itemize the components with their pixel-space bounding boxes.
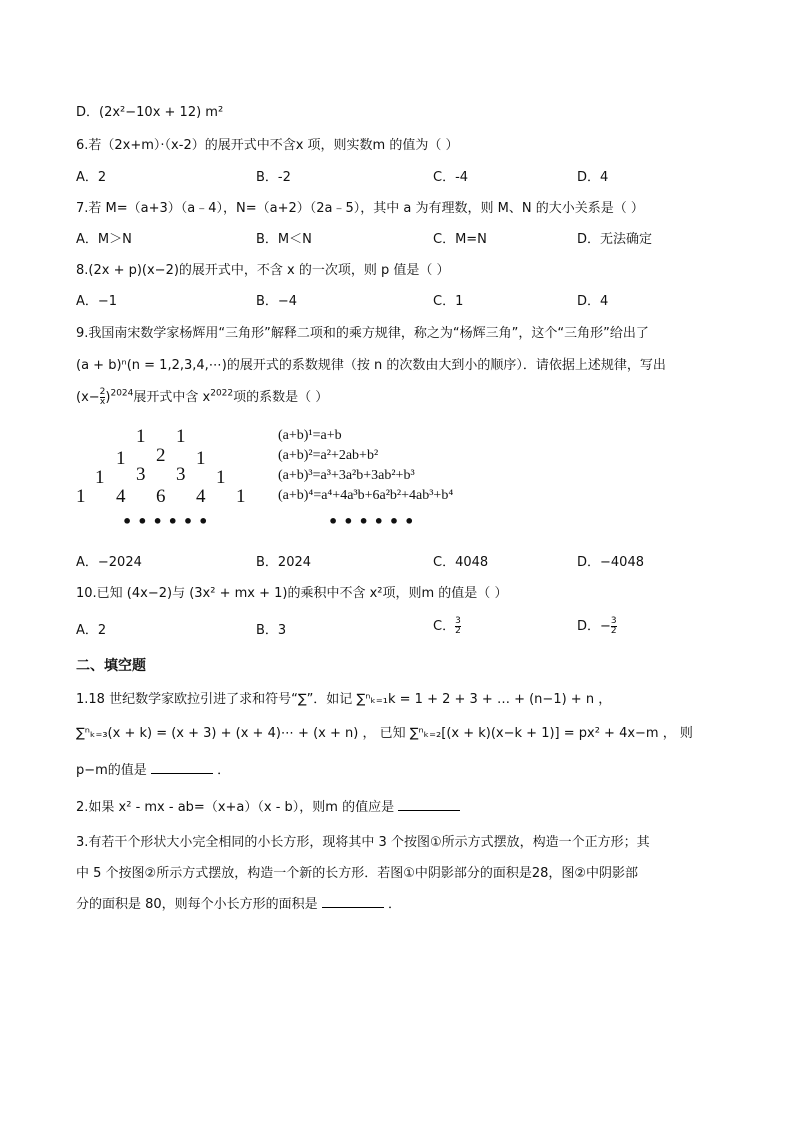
triangle-number: 1 (216, 467, 226, 488)
q7-option-c: C．M=N (433, 232, 487, 247)
triangle-number: 4 (196, 486, 206, 507)
triangle-number: 1 (116, 448, 126, 469)
q9-line-2: (a + b)ⁿ(n = 1,2,3,4,⋯)的展开式的系数规律（按 n 的次数由大到小的顺序）．请依据上述规律，写出 (76, 358, 666, 373)
q9-term-exponent: 2022 (210, 388, 234, 399)
q9-line3-text: 展开式中含 x (133, 390, 211, 405)
triangle-number: 3 (176, 464, 186, 485)
q10-option-b: B．3 (256, 623, 287, 638)
q9-expr-open: (x− (76, 390, 100, 405)
f1-line-3: p−m的值是 ． (76, 763, 231, 778)
fraction: $\frac{3}{2}$ (455, 616, 461, 636)
q5-option-d: D．(2x²−10x + 12) m² (76, 105, 224, 120)
f3-line-3: 分的面积是 80，则每个小长方形的面积是 ． (76, 897, 401, 912)
q9-option-d: D．−4048 (577, 555, 644, 570)
triangle-number: 6 (156, 486, 166, 507)
q10-option-a: A．2 (76, 623, 107, 638)
triangle-number: 4 (116, 486, 126, 507)
triangle-dots: •••••• (122, 512, 214, 531)
q9-line3-end: 项的系数是（ ） (233, 390, 329, 405)
q8-option-b: B．−4 (256, 294, 298, 309)
q6-option-c: C．-4 (433, 170, 469, 185)
answer-blank[interactable] (398, 798, 460, 811)
q8-option-d: D．4 (577, 294, 609, 309)
q7-stem: 7.若 M=（a+3）（a﹣4），N=（a+2）（2a﹣5），其中 a 为有理数，则 M、N 的大小关系是（ ） (76, 201, 644, 216)
f1-line-2: ∑ⁿₖ₌₃(x + k) = (x + 3) + (x + 4)⋯ + (x + n) ， 已知 ∑ⁿₖ₌₂[(x + k)(x−k + 1)] = px² + 4x−m ， 则 (76, 726, 693, 741)
triangle-number: 1 (95, 467, 105, 488)
q8-option-c: C．1 (433, 294, 464, 309)
equation-dots: •••••• (328, 512, 420, 531)
expansion-equation: (a+b)³=a³+3a²b+3ab²+b³ (278, 468, 415, 483)
expansion-equation: (a+b)⁴=a⁴+4a³b+6a²b²+4ab³+b⁴ (278, 488, 454, 503)
q7-option-d: D．无法确定 (577, 232, 653, 247)
triangle-number: 1 (176, 426, 186, 447)
q6-option-d: D．4 (577, 170, 609, 185)
q9-exponent: 2024 (110, 388, 134, 399)
q10-option-d: D．− $\frac{3}{2}$ (577, 616, 617, 636)
q9-option-c: C．4048 (433, 555, 489, 570)
q10-option-c: C． $\frac{3}{2}$ (433, 616, 461, 636)
q10-stem: 10.已知 (4x−2)与 (3x² + mx + 1)的乘积中不含 x²项，则m 的值是（ ） (76, 586, 508, 601)
triangle-number: 1 (236, 486, 246, 507)
q9-line-3 (76, 386, 328, 407)
q9-option-a: A．−2024 (76, 555, 142, 570)
triangle-number: 3 (136, 464, 146, 485)
q9-option-b: B．2024 (256, 555, 312, 570)
section-title: 二、填空题 (76, 658, 146, 674)
f1-line-1: 1.18 世纪数学家欧拉引进了求和符号“∑”．如记 ∑ⁿₖ₌₁k = 1 + 2 + 3 + … + (n−1) + n ， (76, 692, 612, 707)
f2-line: 2.如果 x² - mx - ab=（x+a）（x - b），则m 的值应是 (76, 796, 460, 815)
q6-stem: 6.若（2x+m）·（x-2）的展开式中不含x 项，则实数m 的值为（ ） (76, 138, 459, 153)
answer-blank[interactable] (151, 761, 213, 774)
triangle-number: 1 (76, 486, 86, 507)
f3-line-2: 中 5 个按图②所示方式摆放，构造一个新的长方形．若图①中阴影部分的面积是28，图②中阴影部 (76, 866, 639, 881)
expansion-equation: (a+b)¹=a+b (278, 428, 342, 443)
q7-option-a: A．M＞N (76, 232, 132, 247)
q6-option-b: B．-2 (256, 170, 291, 185)
triangle-number: 1 (136, 426, 146, 447)
triangle-number: 1 (196, 448, 206, 469)
answer-blank[interactable] (322, 895, 384, 908)
q8-stem: 8.(2x + p)(x−2)的展开式中，不含 x 的一次项，则 p 值是（ ） (76, 263, 450, 278)
q7-option-b: B．M＜N (256, 232, 312, 247)
q9-line-1: 9.我国南宋数学家杨辉用“三角形”解释二项和的乘方规律，称之为“杨辉三角”，这个“三角形”给出了 (76, 326, 649, 341)
q9-fraction: $\frac{2}{x}$ (99, 387, 106, 407)
f3-line-1: 3.有若干个形状大小完全相同的小长方形，现将其中 3 个按图①所示方式摆放，构造一个正方形；其 (76, 835, 650, 850)
expansion-equation: (a+b)²=a²+2ab+b² (278, 448, 379, 463)
triangle-number: 2 (156, 445, 166, 466)
q6-option-a: A．2 (76, 170, 107, 185)
q9-expr-close: ) (105, 390, 111, 405)
q8-option-a: A．−1 (76, 294, 118, 309)
fraction: $\frac{3}{2}$ (610, 616, 617, 636)
